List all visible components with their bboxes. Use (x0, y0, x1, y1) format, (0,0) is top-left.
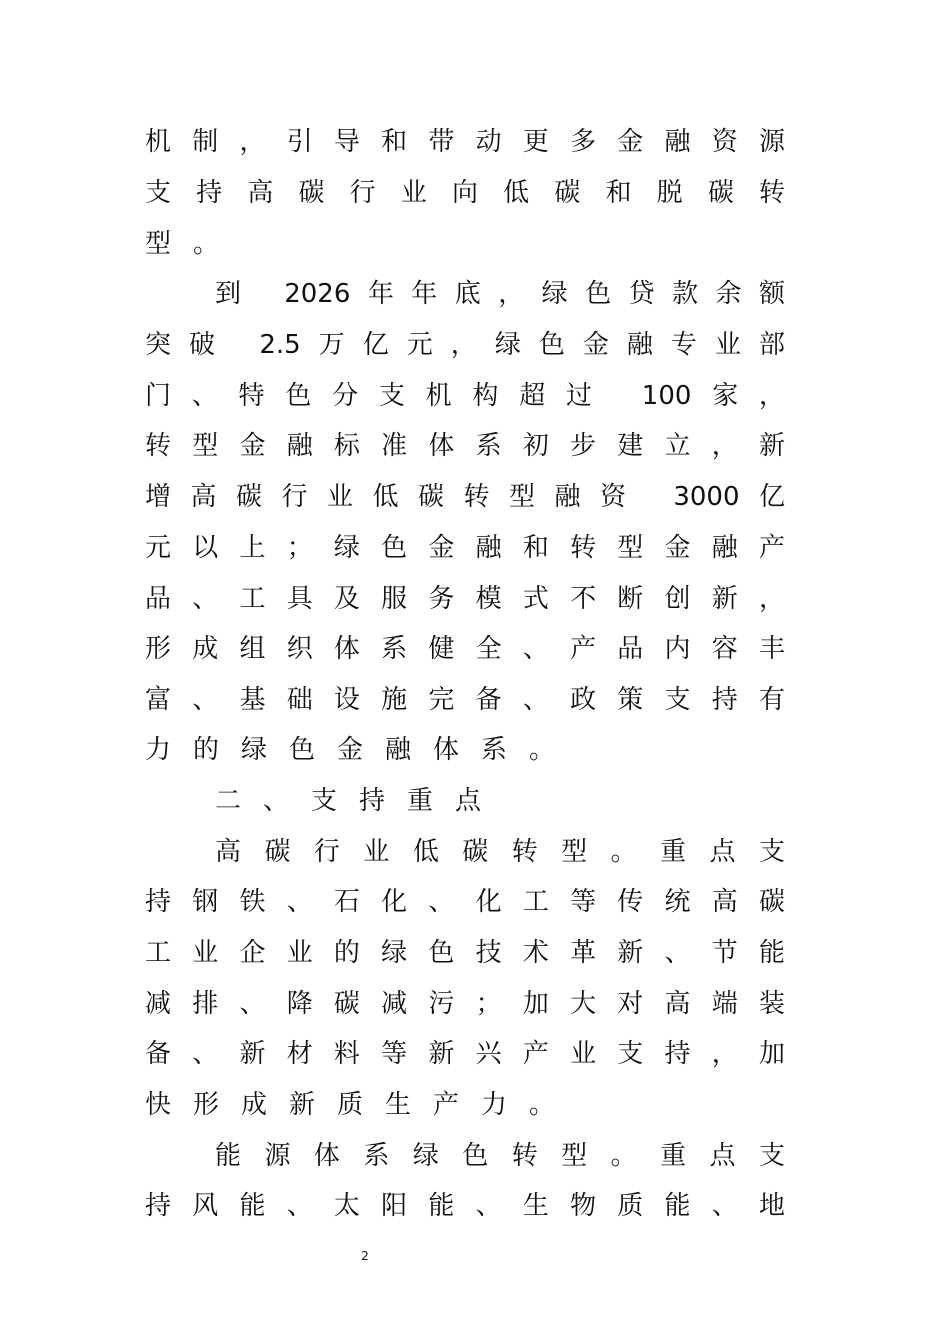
text-line: 快形成新质生产力。 (145, 1090, 578, 1120)
text-line: 持风能、太阳能、生物质能、地 (145, 1191, 785, 1221)
text-line: 力的绿色金融体系。 (145, 735, 578, 765)
page-number: 2 (361, 1249, 369, 1263)
text-line: 型。 (145, 229, 242, 259)
text-line: 增高碳行业低碳转型融资 3000亿 (145, 482, 785, 512)
text-line: 突破 2.5万亿元，绿色金融专业部 (145, 330, 785, 360)
text-line: 减排、降碳减污；加大对高端装 (145, 989, 785, 1019)
text-line: 备、新材料等新兴产业支持，加 (145, 1039, 785, 1069)
text-line: 元以上；绿色金融和转型金融产 (145, 533, 785, 563)
text-line: 工业企业的绿色技术革新、节能 (145, 938, 785, 968)
text-line: 品、工具及服务模式不断创新， (145, 584, 785, 614)
text-line: 富、基础设施完备、政策支持有 (145, 685, 785, 715)
section-heading: 二、支持重点 (215, 786, 504, 816)
text-line: 门、特色分支机构超过 100家， (145, 381, 785, 411)
paragraph-first-line: 到 2026年年底，绿色贷款余额 (215, 279, 785, 309)
text-line: 转型金融标准体系初步建立，新 (145, 431, 785, 461)
text-line: 机制，引导和带动更多金融资源 (145, 127, 785, 157)
paragraph-first-line: 能源体系绿色转型。重点支 (215, 1141, 785, 1171)
text-line: 形成组织体系健全、产品内容丰 (145, 634, 785, 664)
text-line: 支持高碳行业向低碳和脱碳转 (145, 178, 785, 208)
text-line: 持钢铁、石化、化工等传统高碳 (145, 887, 785, 917)
paragraph-first-line: 高碳行业低碳转型。重点支 (215, 837, 785, 867)
